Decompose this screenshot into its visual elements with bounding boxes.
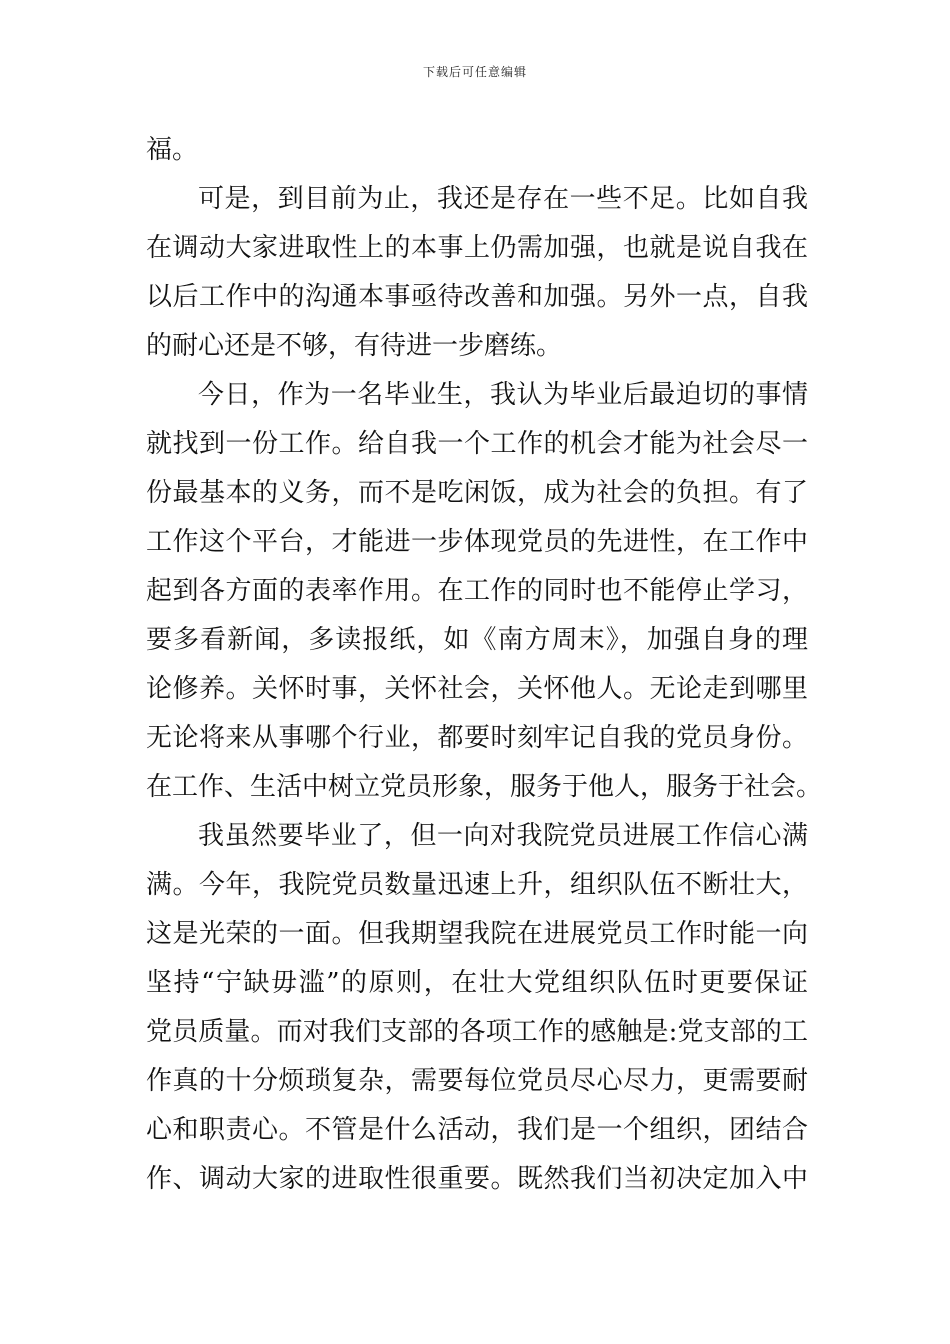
- text-line: 我虽然要毕业了，但一向对我院党员进展工作信心满: [198, 821, 808, 851]
- text-line: 份最基本的义务，而不是吃闲饭，成为社会的负担。有了: [146, 478, 808, 508]
- text-line: 这是光荣的一面。但我期望我院在进展党员工作时能一向: [146, 919, 808, 949]
- page-header: 下载后可任意编辑: [422, 65, 527, 79]
- text-line: 心和职责心。不管是什么活动，我们是一个组织，团结合: [146, 1115, 808, 1145]
- text-line: 就找到一份工作。给自我一个工作的机会才能为社会尽一: [146, 429, 808, 459]
- text-line: 工作这个平台，才能进一步体现党员的先进性，在工作中: [146, 527, 808, 557]
- text-line: 作、调动大家的进取性很重要。既然我们当初决定加入中: [146, 1164, 808, 1194]
- text-line: 今日，作为一名毕业生，我认为毕业后最迫切的事情: [198, 380, 808, 410]
- text-line: 福。: [146, 135, 199, 165]
- text-line: 作真的十分烦琐复杂，需要每位党员尽心尽力，更需要耐: [146, 1066, 808, 1096]
- text-line: 在调动大家进取性上的本事上仍需加强，也就是说自我在: [146, 233, 808, 263]
- text-line: 起到各方面的表率作用。在工作的同时也不能停止学习，: [146, 576, 808, 606]
- text-line: 以后工作中的沟通本事亟待改善和加强。另外一点，自我: [146, 282, 808, 312]
- text-line: 可是，到目前为止，我还是存在一些不足。比如自我: [198, 184, 808, 214]
- text-line: 坚持“宁缺毋滥”的原则，在壮大党组织队伍时更要保证: [146, 968, 808, 998]
- text-line: 在工作、生活中树立党员形象，服务于他人，服务于社会。: [146, 772, 823, 802]
- text-line: 要多看新闻，多读报纸，如《南方周末》，加强自身的理: [146, 625, 808, 655]
- text-line: 的耐心还是不够，有待进一步磨练。: [146, 331, 563, 361]
- text-line: 满。今年，我院党员数量迅速上升，组织队伍不断壮大，: [146, 870, 808, 900]
- body-text: [146, 130, 823, 1208]
- text-line: 论修养。关怀时事，关怀社会，关怀他人。无论走到哪里: [146, 674, 808, 704]
- text-line: 无论将来从事哪个行业，都要时刻牢记自我的党员身份。: [146, 723, 808, 753]
- text-line: 党员质量。而对我们支部的各项工作的感触是:党支部的工: [146, 1017, 808, 1047]
